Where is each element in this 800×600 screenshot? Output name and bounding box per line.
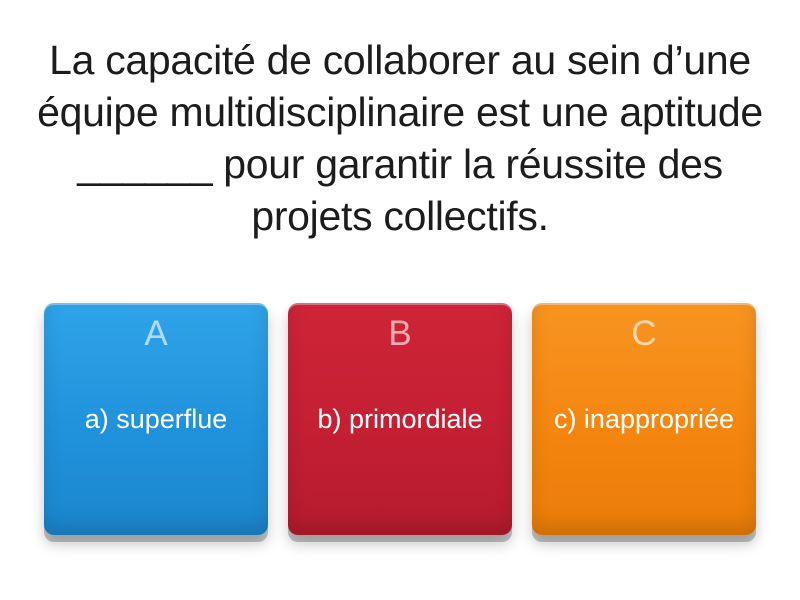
answer-text-b: b) primordiale	[317, 403, 483, 434]
answer-letter-c: C	[631, 314, 657, 353]
answer-option-b[interactable]	[288, 303, 512, 535]
answer-option-a[interactable]	[44, 303, 268, 535]
answer-letter-a: A	[144, 314, 168, 353]
answer-options	[0, 303, 800, 535]
answer-option-c[interactable]	[532, 303, 756, 535]
answer-text-c: c) inappropriée	[553, 403, 735, 434]
question-text: La capacité de collaborer au sein d’une équipe multidisciplinaire est une aptitude ______ pour garantir la réussite des projets collectifs.	[37, 37, 763, 240]
answer-text-a: a) superflue	[84, 403, 228, 434]
answer-letter-b: B	[388, 314, 412, 353]
